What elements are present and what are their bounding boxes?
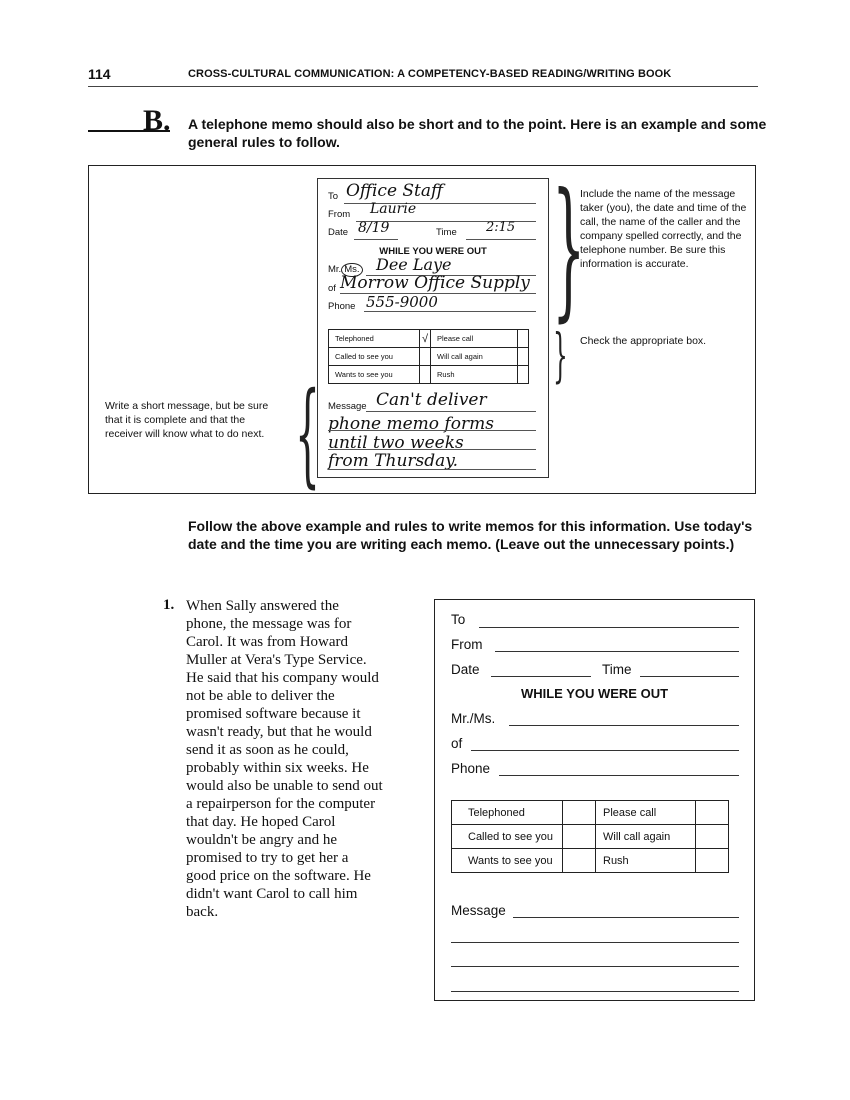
header-rule: [88, 86, 758, 87]
checkbox-brace-icon: }: [553, 321, 568, 389]
message-brace-icon: {: [295, 369, 320, 499]
checkbox-label: Called to see you: [329, 348, 420, 366]
memo-phone-value: 555-9000: [366, 293, 438, 311]
exercise-line: that day. He hoped Carol: [186, 814, 336, 830]
exercise-line: promised to try to get her a: [186, 850, 349, 866]
checkbox-cell[interactable]: [563, 849, 596, 873]
exercise-line: promised software because it: [186, 706, 361, 722]
form-message-field-3[interactable]: [451, 966, 739, 967]
form-checkbox-row: [452, 849, 729, 873]
memo-message-line-3: until two weeks: [328, 433, 464, 453]
form-time-field[interactable]: [640, 676, 739, 677]
exercise-line: back.: [186, 904, 219, 920]
ms-label-circled: Ms.: [341, 263, 362, 277]
checkbox-label: Called to see you: [452, 825, 563, 849]
form-from-label: From: [451, 637, 483, 652]
memo-phone-label: Phone: [328, 301, 356, 312]
instructions: Follow the above example and rules to write memos for this information. Use today's date and the time you are writing each memo. (Leave out the unnecessary points.): [188, 518, 753, 552]
info-note: Include the name of the message taker (you), the date and time of the call, the name of the caller and the company spelled correctly, and the telephone number. Be sure this information is accurate.: [580, 188, 747, 270]
checkbox-cell[interactable]: [696, 825, 729, 849]
exercise-line: When Sally answered the: [186, 598, 339, 614]
form-caller-field[interactable]: [509, 725, 739, 726]
checkbox-cell[interactable]: [420, 366, 431, 384]
running-title: CROSS-CULTURAL COMMUNICATION: A COMPETENCY-BASED READING/WRITING BOOK: [188, 68, 672, 80]
checkbox-label: Will call again: [431, 348, 518, 366]
form-of-label: of: [451, 736, 463, 751]
checkbox-label: Telephoned: [329, 330, 420, 348]
page-number: 114: [88, 66, 111, 82]
checkbox-label: Will call again: [596, 825, 696, 849]
memo-phone-line: [364, 311, 536, 312]
form-message-label: Message: [451, 903, 506, 918]
memo-of-label: of: [328, 283, 336, 294]
form-date-label: Date: [451, 662, 480, 677]
memo-message-line-4: from Thursday.: [328, 451, 459, 471]
form-checkbox-row: [452, 801, 729, 825]
memo-to-label: To: [328, 191, 339, 202]
checkbox-cell[interactable]: [563, 825, 596, 849]
example-memo: [317, 178, 549, 478]
memo-message-line-2: phone memo forms: [328, 414, 494, 434]
checkbox-cell[interactable]: [420, 348, 431, 366]
memo-from-label: From: [328, 209, 351, 220]
memo-date-label: Date: [328, 227, 349, 238]
check-note: Check the appropriate box.: [580, 335, 707, 347]
exercise-number: 1.: [163, 597, 175, 613]
info-brace-icon: }: [552, 162, 586, 336]
exercise-line: phone, the message was for: [186, 616, 352, 632]
exercise-line: a repairperson for the computer: [186, 796, 376, 812]
exercise-text: [186, 597, 411, 921]
checkbox-cell[interactable]: [518, 348, 529, 366]
form-heading: WHILE YOU WERE OUT: [520, 686, 669, 701]
section-intro: A telephone memo should also be short and to the point. Here is an example and some general rules to follow.: [188, 116, 767, 150]
exercise-line: didn't want Carol to call him: [186, 886, 358, 902]
message-note: Write a short message, but be sure that it is complete and that the receiver will know what to do next.: [105, 400, 269, 440]
form-message-field-1[interactable]: [513, 917, 739, 918]
memo-date-value: 8/19: [358, 220, 390, 236]
checkbox-cell[interactable]: [696, 849, 729, 873]
memo-time-label: Time: [436, 227, 457, 238]
form-checkbox-grid: [451, 800, 729, 873]
exercise-line: wasn't ready, but that he would: [186, 724, 372, 740]
memo-from-value: Laurie: [370, 201, 417, 217]
mr-label: Mr.: [328, 264, 342, 275]
exercise-line: probably within six weeks. He: [186, 760, 369, 776]
checkbox-label: Rush: [431, 366, 518, 384]
memo-time-line: [466, 239, 536, 240]
form-message-field-2[interactable]: [451, 942, 739, 943]
example-checkbox-row: [329, 366, 529, 384]
form-message-field-4[interactable]: [451, 991, 739, 992]
checkbox-cell[interactable]: [518, 366, 529, 384]
exercise-line: wouldn't be angry and he: [186, 832, 337, 848]
memo-date-line: [354, 239, 398, 240]
exercise-line: send it as soon as he could,: [186, 742, 349, 758]
form-mrms-label: Mr./Ms.: [451, 711, 496, 726]
form-time-label: Time: [602, 662, 632, 677]
memo-message-label: Message: [328, 401, 367, 412]
memo-message-rule-2: [328, 430, 536, 431]
memo-message-rule-4: [328, 469, 536, 470]
form-phone-field[interactable]: [499, 775, 739, 776]
memo-heading: WHILE YOU WERE OUT: [379, 246, 487, 257]
exercise-line: Muller at Vera's Type Service.: [186, 652, 367, 668]
memo-of-value: Morrow Office Supply: [340, 273, 530, 293]
form-phone-label: Phone: [451, 761, 491, 776]
blank-memo-form: [434, 599, 755, 1001]
checkbox-cell[interactable]: [518, 330, 529, 348]
exercise-line: Carol. It was from Howard: [186, 634, 349, 650]
example-checkbox-row: [329, 348, 529, 366]
form-from-field[interactable]: [495, 651, 739, 652]
checkbox-cell[interactable]: √: [420, 330, 431, 348]
memo-to-value: Office Staff: [346, 181, 444, 201]
checkbox-cell[interactable]: [563, 801, 596, 825]
memo-message-rule-1: [366, 411, 536, 412]
checkbox-label: Please call: [596, 801, 696, 825]
checkbox-label: Telephoned: [452, 801, 563, 825]
memo-message-line-1: Can't deliver: [376, 390, 487, 410]
exercise-line: would also be unable to send out: [186, 778, 383, 794]
form-company-field[interactable]: [471, 750, 739, 751]
section-letter: B.: [143, 104, 171, 137]
form-checkbox-row: [452, 825, 729, 849]
exercise-line: good price on the software. He: [186, 868, 371, 884]
exercise-line: not be able to deliver the: [186, 688, 335, 704]
example-checkbox-row: [329, 330, 529, 348]
checkbox-label: Wants to see you: [329, 366, 420, 384]
example-checkbox-grid: [328, 329, 529, 384]
checkbox-label: Rush: [596, 849, 696, 873]
memo-message-rule-3: [328, 449, 536, 450]
checkbox-label: Wants to see you: [452, 849, 563, 873]
memo-caller-value: Dee Laye: [376, 255, 452, 274]
form-to-label: To: [451, 612, 466, 627]
checkbox-label: Please call: [431, 330, 518, 348]
memo-time-value: 2:15: [486, 220, 516, 235]
form-to-field[interactable]: [479, 627, 739, 628]
exercise-line: He said that his company would: [186, 670, 379, 686]
form-date-field[interactable]: [491, 676, 591, 677]
checkbox-cell[interactable]: [696, 801, 729, 825]
